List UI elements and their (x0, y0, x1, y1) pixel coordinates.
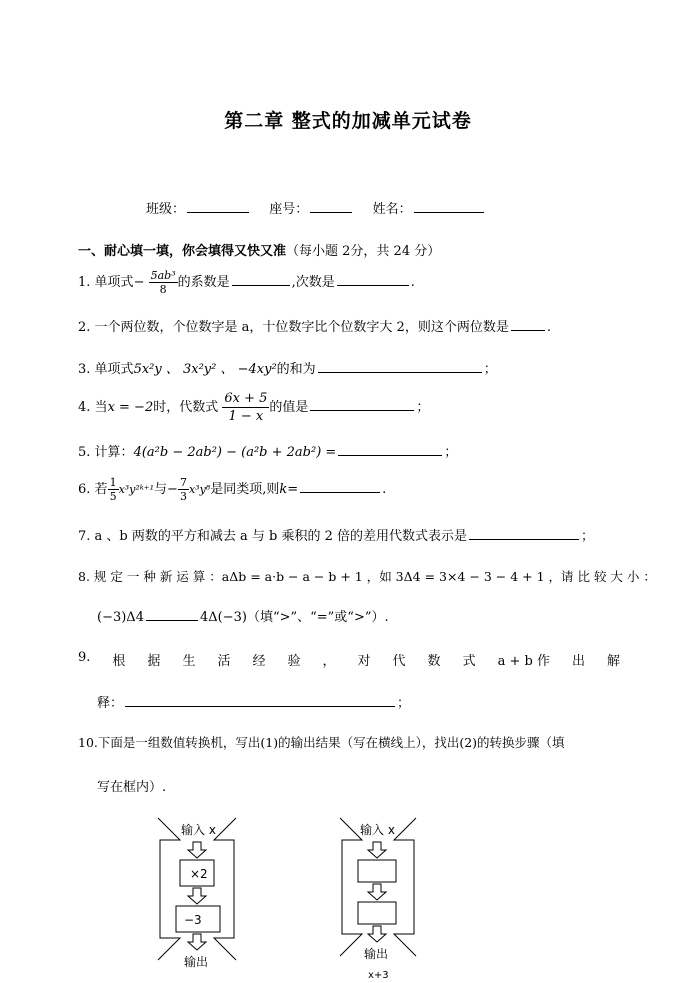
question-2 (78, 316, 551, 335)
answer-blank[interactable] (125, 693, 395, 707)
q-text: 规 定 一 种 新 运 算 ：aΔb = a·b − a − b + 1 ，如 3Δ4 = 3×4 − 3 − 4 + 1 ，请 比 较 大 小 ： (93, 569, 656, 584)
q-number: 7. (78, 529, 91, 544)
math-expr: 5x²y 、 3x²y² 、 −4xy² (133, 362, 277, 377)
q-text: 单项式 (94, 275, 134, 290)
seat-label: 座号： (269, 202, 309, 217)
arrow-down-icon (188, 842, 206, 858)
arrow-down-icon (368, 884, 386, 900)
equals-sign: = (287, 482, 299, 497)
question-8-line2 (97, 606, 389, 625)
name-blank[interactable] (414, 199, 484, 213)
class-blank[interactable] (187, 199, 249, 213)
math-expr: x³y⁸ (188, 483, 211, 496)
q-number: 1. (78, 275, 91, 290)
q-text: 时，代数式 (153, 400, 219, 415)
page-title: 第二章 整式的加减单元试卷 (224, 110, 472, 132)
q-end: . (546, 320, 551, 335)
info-line (146, 198, 486, 217)
q-word: 验 (287, 654, 301, 669)
q-text: 下面是一组数值转换机，写出(1)的输出结果（写在横线上），找出(2)的转换步骤（填 (97, 735, 565, 750)
q-number: 8. (78, 569, 90, 584)
q-text: 的值是 (269, 400, 309, 415)
question-7 (78, 525, 594, 544)
minus-sign: − (133, 275, 145, 290)
section-note: （每小题 2分，共 24 分） (286, 244, 441, 259)
q-word: 生 (182, 654, 196, 669)
machine-1-output: 输出 (184, 955, 209, 969)
q-end: ； (483, 362, 497, 377)
answer-blank[interactable] (469, 526, 579, 540)
q-word: 经 (252, 654, 266, 669)
math-expr: (−3)Δ4 (97, 610, 144, 625)
machine-2-result: x+3 (368, 970, 389, 981)
fraction (178, 476, 189, 503)
machine-2 (340, 818, 416, 956)
fraction (108, 476, 119, 503)
q-word: 数 (427, 654, 441, 669)
conversion-machines-diagram (140, 810, 440, 983)
q-text: 计算： (94, 445, 134, 460)
q-text: 若 (94, 482, 108, 497)
name-label: 姓名： (372, 202, 412, 217)
q-word: 解 (606, 654, 620, 669)
q-number: 2. (78, 320, 91, 335)
q-number: 10. (78, 735, 98, 750)
q-text: a 、b 两数的平方和减去 a 与 b 乘积的 2 倍的差用代数式表示是 (94, 529, 468, 544)
q-number: 4. (78, 400, 91, 415)
math-expr: x = −2 (107, 400, 154, 415)
machine-1-step2: −3 (184, 913, 202, 927)
answer-blank[interactable] (232, 272, 290, 286)
answer-blank[interactable] (300, 479, 380, 493)
q-text: 是同类项,则 (210, 482, 280, 497)
answer-blank[interactable] (337, 272, 409, 286)
q-text: 与 (154, 482, 168, 497)
denominator: 8 (159, 283, 167, 296)
answer-blank[interactable] (146, 607, 198, 621)
q-word: ， (322, 654, 336, 669)
q-number: 6. (78, 482, 91, 497)
question-1 (78, 268, 415, 298)
seat-blank[interactable] (310, 199, 352, 213)
q-end: . (410, 275, 415, 290)
q-text: 释： (97, 696, 124, 711)
question-3 (78, 358, 497, 377)
q-number: 3. (78, 362, 91, 377)
q-text: 当 (94, 400, 108, 415)
fraction (222, 390, 269, 425)
numerator: 7 (179, 476, 187, 489)
q-word: 据 (147, 654, 161, 669)
arrow-down-icon (368, 926, 386, 942)
denominator: 5 (109, 490, 117, 503)
q-word: 根 (112, 654, 126, 669)
numerator: 5ab³ (150, 269, 176, 282)
machine-1-step1: ×2 (190, 867, 208, 881)
q-word: 代 (392, 654, 406, 669)
question-5 (78, 441, 457, 460)
minus-sign: − (167, 482, 178, 497)
machine-2-input: 输入 x (360, 823, 395, 837)
answer-blank[interactable] (310, 397, 414, 411)
q-word: 活 (217, 654, 231, 669)
q-text: 一个两位数，个位数字是 a，十位数字比个位数字大 2，则这个两位数是 (94, 320, 509, 335)
section-heading (78, 240, 440, 259)
q-end: . (382, 482, 387, 497)
q-end: ； (397, 696, 411, 711)
q-end: ； (581, 529, 595, 544)
question-8 (78, 567, 656, 585)
question-6 (78, 474, 386, 506)
math-expr: 4(a²b − 2ab²) − (a²b + 2ab²) = (133, 445, 337, 460)
q-end: ； (444, 445, 458, 460)
section-title: 一、耐心填一填，你会填得又快又准 (78, 244, 287, 259)
q-end: ； (416, 400, 430, 415)
numerator: 6x + 5 (224, 391, 268, 406)
q-word: 式 (462, 654, 476, 669)
q-number: 9. (78, 650, 91, 665)
question-9 (78, 650, 620, 669)
step-box-empty[interactable] (358, 902, 396, 924)
class-label: 班级： (146, 202, 186, 217)
q-text: 的和为 (276, 362, 316, 377)
question-10 (78, 733, 565, 751)
q-word: 出 (571, 654, 585, 669)
math-expr: 4Δ(−3) (199, 610, 247, 625)
arrow-down-icon (188, 934, 206, 950)
machine-2-output: 输出 (364, 947, 389, 961)
math-var: k (279, 482, 288, 497)
q-hint: （填“>”、“=”或“>”）. (246, 610, 389, 625)
denominator: 3 (179, 490, 187, 503)
question-10-line2 (97, 776, 166, 795)
question-9-line2 (97, 692, 410, 711)
answer-blank[interactable] (318, 359, 482, 373)
machine-1-input: 输入 x (181, 823, 216, 837)
arrow-down-icon (368, 842, 386, 858)
answer-blank[interactable] (338, 442, 442, 456)
denominator: 1 − x (228, 409, 264, 424)
q-word: 对 (357, 654, 371, 669)
math-expr: x³y²ᵏ⁺¹ (118, 483, 155, 496)
q-text: ,次数是 (291, 275, 335, 290)
question-4 (78, 389, 429, 427)
step-box-empty[interactable] (358, 860, 396, 882)
q-text: 单项式 (94, 362, 134, 377)
fraction (149, 269, 178, 296)
machine-1 (158, 818, 236, 960)
answer-blank[interactable] (511, 317, 545, 331)
arrow-down-icon (188, 888, 206, 904)
numerator: 1 (109, 476, 117, 489)
q-text: 的系数是 (177, 275, 230, 290)
q-number: 5. (78, 445, 91, 460)
q-word: a + b 作 (497, 654, 550, 669)
q-text: 写在框内）. (97, 780, 167, 795)
